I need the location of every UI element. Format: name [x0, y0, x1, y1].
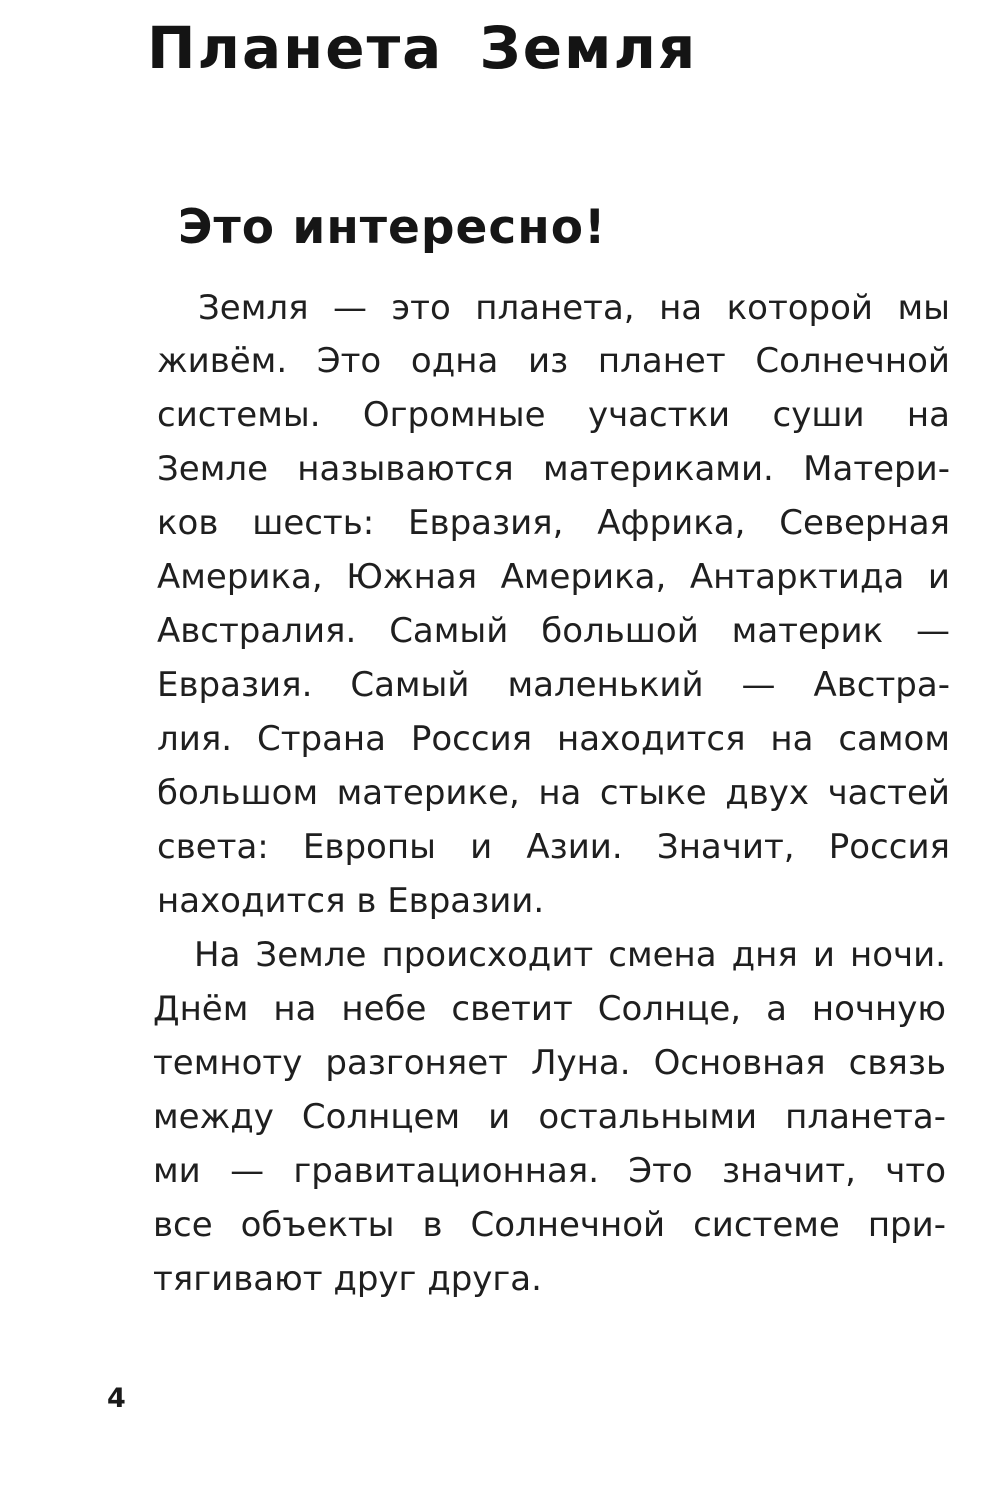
text-line: На Земле происходит смена дня и ночи. [194, 935, 946, 975]
text-line: Евразия. Самый маленький — Австра- [157, 665, 950, 705]
text-line: Днём на небе светит Солнце, а ночную [153, 989, 946, 1029]
text-line: ков шесть: Евразия, Африка, Северная [157, 503, 950, 543]
text-line: все объекты в Солнечной системе при- [153, 1205, 946, 1245]
text-line: живём. Это одна из планет Солнечной [157, 341, 950, 381]
text-line: света: Европы и Азии. Значит, Россия [157, 827, 950, 867]
text-line: тягивают друг друга. [153, 1259, 542, 1299]
text-line: системы. Огромные участки суши на [157, 395, 950, 435]
text-line: Земле называются материками. Матери- [157, 449, 950, 489]
text-line: находится в Евразии. [157, 881, 545, 921]
page-title: Планета Земля [147, 14, 698, 82]
text-line: Австралия. Самый большой материк — [157, 611, 950, 651]
text-line: Земля — это планета, на которой мы [198, 288, 950, 328]
page-number: 4 [107, 1383, 126, 1414]
text-line: большом материке, на стыке двух частей [157, 773, 950, 813]
text-line: ми — гравитационная. Это значит, что [153, 1151, 946, 1191]
text-line: лия. Страна Россия находится на самом [157, 719, 950, 759]
text-line: Америка, Южная Америка, Антарктида и [157, 557, 950, 597]
section-heading: Это интересно! [178, 200, 607, 255]
text-line: между Солнцем и остальными планета- [153, 1097, 946, 1137]
text-line: темноту разгоняет Луна. Основная связь [153, 1043, 946, 1083]
